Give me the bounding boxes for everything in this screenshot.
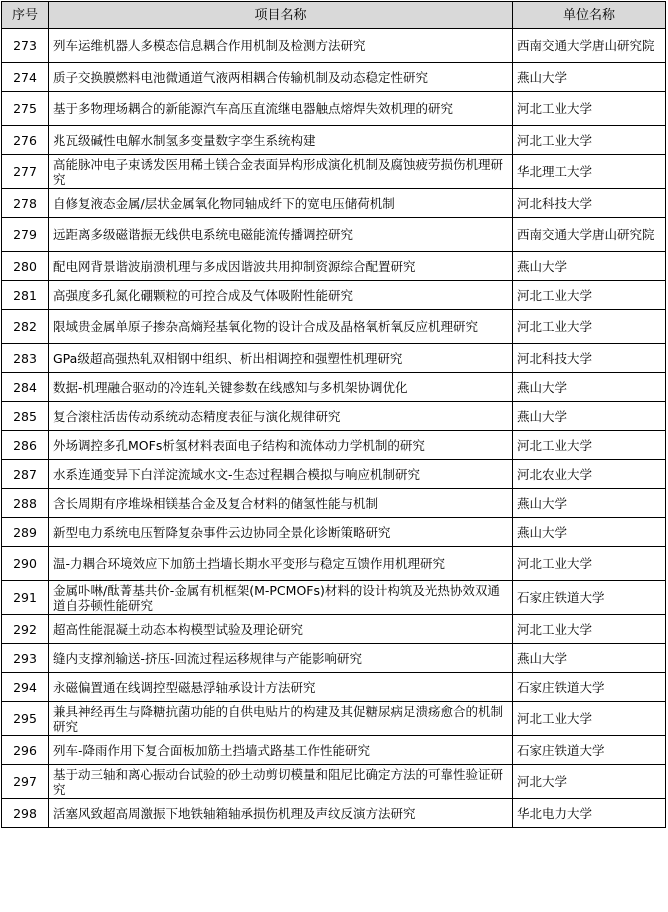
row-serial-number: 280 [2, 252, 49, 281]
row-project-name: 超高性能混凝土动态本构模型试验及理论研究 [49, 615, 513, 644]
row-serial-number: 277 [2, 155, 49, 189]
project-table [1, 1, 666, 828]
row-unit-name: 河北科技大学 [513, 344, 666, 373]
row-serial-number: 281 [2, 281, 49, 310]
table-row [2, 736, 666, 765]
row-project-name: 基于动三轴和离心振动台试验的砂土动剪切模量和阻尼比确定方法的可靠性验证研究 [49, 765, 513, 799]
table-row [2, 344, 666, 373]
row-project-name: 配电网背景谐波崩溃机理与多成因谐波共用抑制资源综合配置研究 [49, 252, 513, 281]
row-project-name: 列车-降雨作用下复合面板加筋土挡墙式路基工作性能研究 [49, 736, 513, 765]
row-serial-number: 293 [2, 644, 49, 673]
header-serial-number: 序号 [2, 2, 49, 29]
table-row [2, 765, 666, 799]
row-serial-number: 294 [2, 673, 49, 702]
table-row [2, 431, 666, 460]
row-serial-number: 285 [2, 402, 49, 431]
table-row [2, 644, 666, 673]
row-project-name: 兆瓦级碱性电解水制氢多变量数字孪生系统构建 [49, 126, 513, 155]
table-row [2, 702, 666, 736]
row-serial-number: 288 [2, 489, 49, 518]
row-project-name: 含长周期有序堆垛相镁基合金及复合材料的储氢性能与机制 [49, 489, 513, 518]
row-unit-name: 华北理工大学 [513, 155, 666, 189]
row-unit-name: 河北工业大学 [513, 547, 666, 581]
row-project-name: 复合滚柱活齿传动系统动态精度表征与演化规律研究 [49, 402, 513, 431]
row-serial-number: 286 [2, 431, 49, 460]
table-row [2, 252, 666, 281]
table-row [2, 373, 666, 402]
row-unit-name: 燕山大学 [513, 402, 666, 431]
row-serial-number: 295 [2, 702, 49, 736]
row-project-name: 高能脉冲电子束诱发医用稀土镁合金表面异构形成演化机制及腐蚀疲劳损伤机理研究 [49, 155, 513, 189]
table-header-row [2, 2, 666, 29]
table-row [2, 615, 666, 644]
row-serial-number: 292 [2, 615, 49, 644]
row-serial-number: 290 [2, 547, 49, 581]
table-row [2, 673, 666, 702]
table-row [2, 581, 666, 615]
row-serial-number: 291 [2, 581, 49, 615]
row-unit-name: 燕山大学 [513, 644, 666, 673]
row-serial-number: 296 [2, 736, 49, 765]
row-serial-number: 274 [2, 63, 49, 92]
row-project-name: 新型电力系统电压暂降复杂事件云边协同全景化诊断策略研究 [49, 518, 513, 547]
row-project-name: 温-力耦合环境效应下加筋土挡墙长期水平变形与稳定互馈作用机理研究 [49, 547, 513, 581]
row-serial-number: 278 [2, 189, 49, 218]
row-serial-number: 298 [2, 799, 49, 828]
row-unit-name: 河北工业大学 [513, 92, 666, 126]
row-project-name: 远距离多级磁谐振无线供电系统电磁能流传播调控研究 [49, 218, 513, 252]
table-row [2, 126, 666, 155]
row-unit-name: 华北电力大学 [513, 799, 666, 828]
row-unit-name: 燕山大学 [513, 489, 666, 518]
row-serial-number: 297 [2, 765, 49, 799]
row-project-name: 自修复液态金属/层状金属氧化物同轴成纤下的宽电压储荷机制 [49, 189, 513, 218]
row-serial-number: 273 [2, 29, 49, 63]
row-unit-name: 燕山大学 [513, 373, 666, 402]
row-project-name: 基于多物理场耦合的新能源汽车高压直流继电器触点熔焊失效机理的研究 [49, 92, 513, 126]
table-row [2, 518, 666, 547]
row-unit-name: 河北工业大学 [513, 126, 666, 155]
row-project-name: 活塞风致超高周激振下地铁轴箱轴承损伤机理及声纹反演方法研究 [49, 799, 513, 828]
row-unit-name: 河北工业大学 [513, 281, 666, 310]
row-serial-number: 276 [2, 126, 49, 155]
row-project-name: 永磁偏置通在线调控型磁悬浮轴承设计方法研究 [49, 673, 513, 702]
row-serial-number: 284 [2, 373, 49, 402]
row-project-name: 高强度多孔氮化硼颗粒的可控合成及气体吸附性能研究 [49, 281, 513, 310]
row-unit-name: 燕山大学 [513, 252, 666, 281]
row-serial-number: 279 [2, 218, 49, 252]
row-project-name: 限域贵金属单原子掺杂高熵羟基氧化物的设计合成及晶格氧析氧反应机理研究 [49, 310, 513, 344]
row-project-name: 缝内支撑剂输送-挤压-回流过程运移规律与产能影响研究 [49, 644, 513, 673]
table-row [2, 189, 666, 218]
row-project-name: 兼具神经再生与降糖抗菌功能的自供电贴片的构建及其促糖尿病足溃疡愈合的机制研究 [49, 702, 513, 736]
table-row [2, 489, 666, 518]
row-unit-name: 河北工业大学 [513, 310, 666, 344]
row-project-name: 列车运维机器人多模态信息耦合作用机制及检测方法研究 [49, 29, 513, 63]
row-unit-name: 河北工业大学 [513, 431, 666, 460]
row-unit-name: 燕山大学 [513, 63, 666, 92]
row-unit-name: 河北科技大学 [513, 189, 666, 218]
header-project-name: 项目名称 [49, 2, 513, 29]
table-row [2, 547, 666, 581]
row-project-name: 质子交换膜燃料电池微通道气液两相耦合传输机制及动态稳定性研究 [49, 63, 513, 92]
row-project-name: 外场调控多孔MOFs析氢材料表面电子结构和流体动力学机制的研究 [49, 431, 513, 460]
row-unit-name: 石家庄铁道大学 [513, 736, 666, 765]
table-row [2, 281, 666, 310]
row-serial-number: 282 [2, 310, 49, 344]
row-unit-name: 河北工业大学 [513, 615, 666, 644]
row-project-name: 数据-机理融合驱动的冷连轧关键参数在线感知与多机架协调优化 [49, 373, 513, 402]
row-project-name: GPa级超高强热轧双相钢中组织、析出相调控和强塑性机理研究 [49, 344, 513, 373]
row-project-name: 金属卟啉/酞菁基共价-金属有机框架(M-PCMOFs)材料的设计构筑及光热协效双通道自芬顿性能研究 [49, 581, 513, 615]
table-row [2, 218, 666, 252]
table-row [2, 92, 666, 126]
row-serial-number: 287 [2, 460, 49, 489]
table-row [2, 799, 666, 828]
row-unit-name: 石家庄铁道大学 [513, 581, 666, 615]
row-unit-name: 河北工业大学 [513, 702, 666, 736]
row-serial-number: 275 [2, 92, 49, 126]
row-unit-name: 燕山大学 [513, 518, 666, 547]
row-unit-name: 石家庄铁道大学 [513, 673, 666, 702]
table-row [2, 402, 666, 431]
row-serial-number: 289 [2, 518, 49, 547]
row-project-name: 水系连通变异下白洋淀流域水文-生态过程耦合模拟与响应机制研究 [49, 460, 513, 489]
header-unit-name: 单位名称 [513, 2, 666, 29]
row-serial-number: 283 [2, 344, 49, 373]
table-row [2, 29, 666, 63]
table-row [2, 63, 666, 92]
row-unit-name: 西南交通大学唐山研究院 [513, 218, 666, 252]
table-row [2, 310, 666, 344]
table-row [2, 460, 666, 489]
row-unit-name: 河北农业大学 [513, 460, 666, 489]
table-row [2, 155, 666, 189]
row-unit-name: 西南交通大学唐山研究院 [513, 29, 666, 63]
row-unit-name: 河北大学 [513, 765, 666, 799]
